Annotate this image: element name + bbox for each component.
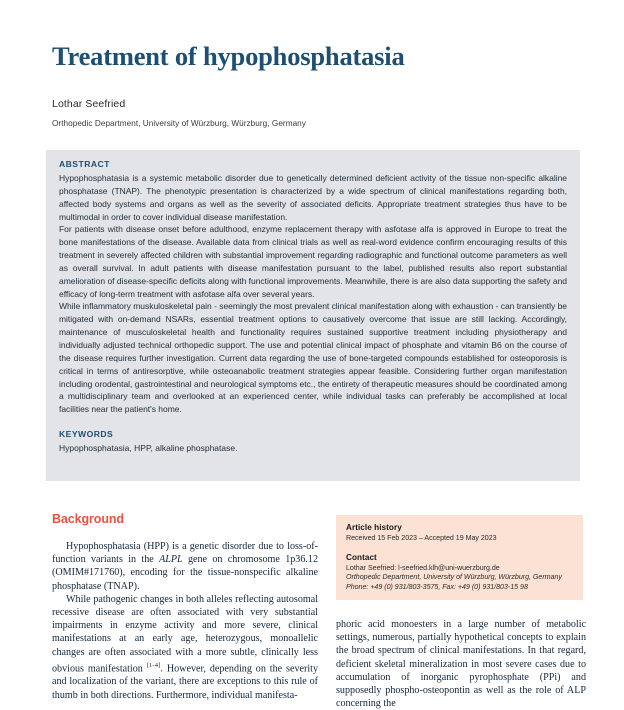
citation-reference[interactable]: [1-4] <box>146 661 161 669</box>
keywords-label: KEYWORDS <box>59 429 114 440</box>
keywords-text: Hypophosphatasia, HPP, alkaline phosphatase. <box>59 443 238 454</box>
article-history-heading: Article history <box>346 523 402 532</box>
page-title: Treatment of hypophosphatasia <box>52 41 405 71</box>
contact-affiliation: Orthopedic Department, University of Würzburg, Würzburg, Germany <box>346 573 562 582</box>
abstract-paragraph: For patients with disease onset before adulthood, enzyme replacement therapy with asfotase alfa is approved in Europe to treat the bone manifestations of the disease. Available data from clinical trials as well as real-word evidence confirm encouraging results of this treatment in severely affected children with substantial improvement regarding radiographic and functional outcome parameters as well as overall survival. In adult patients with disease manifestation pursuant to the label, published results also report substantial amelioration of disease-specific deficits along with functional improvements. Meanwhile, there is are also data supporting the safety and efficacy of long-term treatment with asfotase alfa over several years. <box>59 224 567 299</box>
contact-phone: Phone: +49 (0) 931/803-3575, Fax: +49 (0) 931/803-15 98 <box>346 582 528 591</box>
section-heading-background: Background <box>52 512 124 526</box>
abstract-paragraph: While inflammatory muskuloskeletal pain - seemingly the most prevalent clinical manifestation along with exhaustion - can transiently be mitigated with on-demand NSARs, essential treatment options to causatively overcome that issue are still lacking. Accordingly, maintenance of musculoskeletal health and functionality requires sustained supportive treatment including physiotherapy and individually adjusted technical orthopedic support. The use and potential clinical impact of phosphate and vitamin B6 on the course of the disease requires further investigation. Current data regarding the use of bone-targeted compounds established for osteoporosis is critical in terms of antiresorptive, while osteoanabolic treatment strategies appear feasible. Considering further organ manifestation including orodental, gastrointestinal and neurological symptoms etc., the entirety of therapeutic measures should be coordinated among a multidisciplinary team and overlooked at an experienced center, while individual tasks can preferably be accomplished at local facilities near the patient's home. <box>59 301 567 415</box>
body-paragraph <box>52 540 318 593</box>
paragraph-text-a: Hypophosphatasia (HPP) is a genetic disorder due to loss-of-function variants in the <box>52 541 318 566</box>
contact-heading: Contact <box>346 552 377 562</box>
author-name: Lothar Seefried <box>52 98 126 111</box>
paragraph-text-a: While pathogenic changes in both alleles reflecting autosomal recessive disease are often associated with very substantial impairments in enzyme activity and more severe, clinical manifestations at an early age, heterozygous, monoallelic changes are often associated with a more subtle, clinically less obvious manifestation <box>52 593 318 675</box>
author-affiliation: Orthopedic Department, University of Würzburg, Würzburg, Germany <box>52 119 306 129</box>
gene-name: ALPL <box>159 554 183 566</box>
abstract-paragraph: Hypophosphatasia is a systemic metabolic disorder due to genetically determined deficient activity of the tissue non-specific alkaline phosphatase (TNAP). The phenotypic presentation is characterized by a wide spectrum of clinical manifestations regarding both, affected body systems and organs as well as the severity of associated deficits. Appropriate treatment strategies thus have to be multimodal in order to cover individual disease manifestation. <box>59 173 567 222</box>
article-history-box <box>336 515 583 600</box>
contact-email[interactable]: Lothar Seefried: l-seefried.klh@uni-wuerzburg.de <box>346 563 500 572</box>
paragraph-text-b: . However, depending on the severity and localization of the variant, there are exceptions to this rule of thumb in both directions. Furthermore, individual manifesta- <box>52 663 318 701</box>
body-paragraph: phoric acid monoesters in a large number of metabolic settings, numerous, partially hypothetical concepts to explain the broad spectrum of clinical manifestations. In that regard, deficient skeletal mineralization in most severe cases due to accumulation of inorganic pyrophosphate (PPi) and supposedly phospho-osteopontin as well as the role of ALP concerning the <box>336 619 586 710</box>
paragraph-text-b: gene on chromosome 1p36.12 (OMIM#171760), encoding for the tissue-nonspecific alkaline phosphatase (TNAP). <box>52 554 318 592</box>
body-column-right <box>336 618 586 710</box>
article-history-dates: Received 15 Feb 2023 – Accepted 19 May 2023 <box>346 534 497 542</box>
body-paragraph <box>52 593 318 702</box>
title-block <box>52 42 582 128</box>
abstract-label: ABSTRACT <box>59 159 110 169</box>
abstract-box <box>44 150 580 481</box>
body-column-left <box>52 540 318 702</box>
